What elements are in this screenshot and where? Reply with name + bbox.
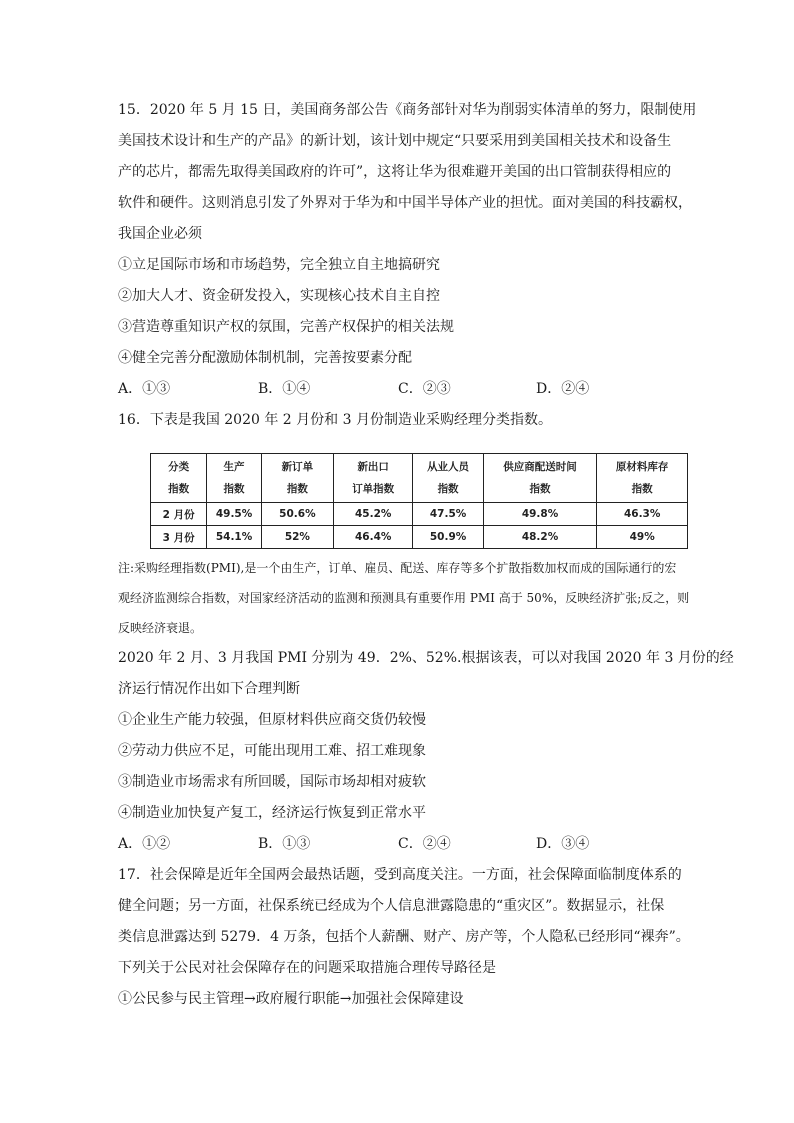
table-cell: 46.4% [333, 526, 413, 549]
question-17-stem-line: 类信息泄露达到 5279．4 万条，包括个人薪酬、财产、房产等，个人隐私已经形同“裸奔”。 [118, 929, 690, 945]
question-15-stem-line: 软件和硬件。这则消息引发了外界对于华为和中国半导体产业的担忧。面对美国的科技霸权， [118, 195, 692, 211]
question-15-stem-line: 我国企业必须 [118, 226, 202, 242]
question-17-stem-line: 健全问题；另一方面，社保系统已经成为个人信息泄露隐患的“重灾区”。数据显示，社保 [118, 898, 665, 914]
question-17-item-1: ①公民参与民主管理→政府履行职能→加强社会保障建设 [118, 991, 464, 1007]
question-16-item-3: ③制造业市场需求有所回暖，国际市场却相对疲软 [118, 774, 426, 790]
table-cell: 50.6% [261, 503, 333, 526]
question-17-stem-line: 17．社会保障是近年全国两会最热话题，受到高度关注。一方面，社会保障面临制度体系的 [118, 867, 682, 883]
option-b: B．①④ [258, 381, 311, 397]
question-15-item-3: ③营造尊重知识产权的氛围，完善产权保护的相关法规 [118, 319, 454, 335]
table-cell: 3 月份 [151, 526, 207, 549]
exam-page [118, 95, 734, 1015]
question-16-item-2: ②劳动力供应不足，可能出现用工难、招工难现象 [118, 743, 426, 759]
option-d: D．③④ [536, 836, 590, 852]
question-16-item-4: ④制造业加快复产复工，经济运行恢复到正常水平 [118, 805, 426, 821]
table-header-row [151, 454, 688, 503]
option-c: C．②③ [398, 381, 451, 397]
table-cell: 50.9% [413, 526, 483, 549]
table-cell: 2 月份 [151, 503, 207, 526]
question-15-options [118, 374, 688, 405]
question-16-options [118, 829, 688, 860]
pmi-table [150, 453, 688, 549]
table-note-line: 反映经济衰退。 [118, 621, 203, 635]
question-17 [118, 860, 688, 1015]
table-cell: 47.5% [413, 503, 483, 526]
question-15-stem-line: 15．2020 年 5 月 15 日，美国商务部公告《商务部针对华为削弱实体清单的努力，限制使用 [118, 102, 697, 118]
table-header-cell: 从业人员 指数 [413, 454, 483, 503]
table-cell: 52% [261, 526, 333, 549]
question-15-item-2: ②加大人才、资金研发投入，实现核心技术自主自控 [118, 288, 440, 304]
option-a: A．①② [118, 836, 171, 852]
question-15 [118, 95, 697, 405]
table-cell: 54.1% [207, 526, 262, 549]
table-header-cell: 新出口 订单指数 [333, 454, 413, 503]
question-15-item-1: ①立足国际市场和市场趋势，完全独立自主地搞研究 [118, 257, 440, 273]
table-cell: 49% [597, 526, 688, 549]
option-d: D．②④ [536, 381, 590, 397]
question-16-stem-line: 济运行情况作出如下合理判断 [118, 681, 300, 697]
table-cell: 49.5% [207, 503, 262, 526]
question-16-intro: 16．下表是我国 2020 年 2 月份和 3 月份制造业采购经理分类指数。 [118, 412, 552, 428]
table-cell: 45.2% [333, 503, 413, 526]
table-header-cell: 分类 指数 [151, 454, 207, 503]
option-b: B．①③ [258, 836, 311, 852]
table-header-cell: 供应商配送时间 指数 [483, 454, 597, 503]
table-row [151, 503, 688, 526]
option-c: C．②④ [398, 836, 451, 852]
table-cell: 46.3% [597, 503, 688, 526]
table-row [151, 526, 688, 549]
table-header-cell: 原材料库存 指数 [597, 454, 688, 503]
question-16-item-1: ①企业生产能力较强，但原材料供应商交货仍较慢 [118, 712, 426, 728]
table-cell: 48.2% [483, 526, 597, 549]
question-17-stem-line: 下列关于公民对社会保障存在的问题采取措施合理传导路径是 [118, 960, 496, 976]
table-header-cell: 生产 指数 [207, 454, 262, 503]
option-a: A．①③ [118, 381, 171, 397]
table-note-line: 观经济监测综合指数，对国家经济活动的监测和预测具有重要作用 PMI 高于 50%，反映经济扩张;反之，则 [118, 591, 690, 605]
question-15-item-4: ④健全完善分配激励体制机制，完善按要素分配 [118, 350, 412, 366]
question-16 [118, 405, 734, 860]
question-16-stem-line: 2020 年 2 月、3 月我国 PMI 分别为 49．2%、52%.根据该表，可以对我国 2020 年 3 月份的经 [118, 650, 734, 666]
question-15-stem-line: 产的芯片，都需先取得美国政府的许可”，这将让华为很难避开美国的出口管制获得相应的 [118, 164, 672, 180]
table-header-cell: 新订单 指数 [261, 454, 333, 503]
table-cell: 49.8% [483, 503, 597, 526]
question-15-stem-line: 美国技术设计和生产的产品》的新计划，该计划中规定“只要采用到美国相关技术和设备生 [118, 133, 672, 149]
table-note-line: 注:采购经理指数(PMI),是一个由生产，订单、雇员、配送、库存等多个扩散指数加权而成的国际通行的宏 [118, 561, 677, 575]
